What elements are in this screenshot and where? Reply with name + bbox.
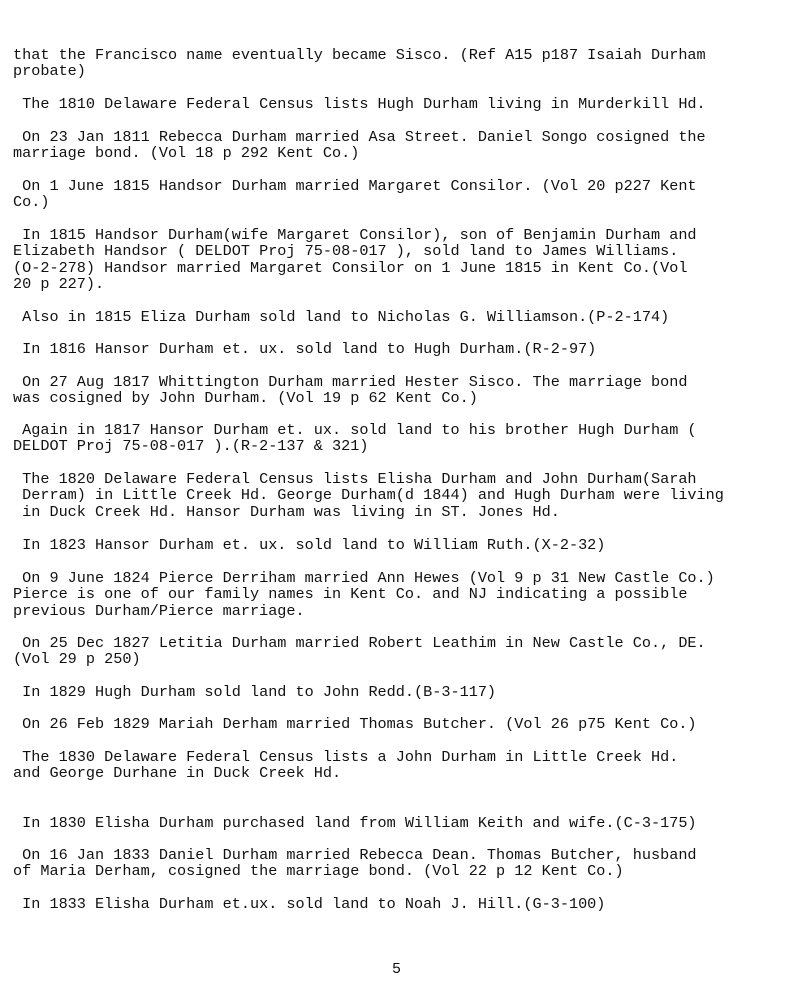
paragraph-1830-census: The 1830 Delaware Federal Census lists a John Durham in Little Creek Hd. and George Durhane in Duck Creek Hd. xyxy=(13,748,679,783)
paragraph-1817-land: Again in 1817 Hansor Durham et. ux. sold land to his brother Hugh Durham ( DELDOT Proj 75-08-017 ).(R-2-137 & 321) xyxy=(13,421,697,456)
paragraph-1810-census: The 1810 Delaware Federal Census lists Hugh Durham living in Murderkill Hd. xyxy=(13,95,706,113)
paragraph-1815-handsor-land: In 1815 Handsor Durham(wife Margaret Consilor), son of Benjamin Durham and Elizabeth Handsor ( DELDOT Proj 75-08-017 ), sold land to James Williams. (O-2-278) Handsor married Margaret Consilor on 1 June 1815 in Kent Co.(Vol 20 p 227). xyxy=(13,226,697,293)
page-number: 5 xyxy=(392,961,402,978)
paragraph-1833-marriage: On 16 Jan 1833 Daniel Durham married Rebecca Dean. Thomas Butcher, husband of Maria Derham, cosigned the marriage bond. (Vol 22 p 12 Kent Co.) xyxy=(13,846,697,881)
paragraph-1830-land: In 1830 Elisha Durham purchased land from William Keith and wife.(C-3-175) xyxy=(13,814,697,832)
paragraph-1815-marriage: On 1 June 1815 Handsor Durham married Margaret Consilor. (Vol 20 p227 Kent Co.) xyxy=(13,177,697,212)
paragraph-1824-marriage: On 9 June 1824 Pierce Derriham married Ann Hewes (Vol 9 p 31 New Castle Co.) Pierce is one of our family names in Kent Co. and NJ indicating a possible previous Durham/Pierce marriage. xyxy=(13,569,715,620)
paragraph-1833-land: In 1833 Elisha Durham et.ux. sold land to Noah J. Hill.(G-3-100) xyxy=(13,895,606,913)
paragraph-francisco-sisco: that the Francisco name eventually became Sisco. (Ref A15 p187 Isaiah Durham probate) xyxy=(13,46,706,81)
paragraph-1827-marriage: On 25 Dec 1827 Letitia Durham married Robert Leathim in New Castle Co., DE. (Vol 29 p 250) xyxy=(13,634,706,669)
paragraph-1823-land: In 1823 Hansor Durham et. ux. sold land to William Ruth.(X-2-32) xyxy=(13,536,606,554)
paragraph-1820-census: The 1820 Delaware Federal Census lists Elisha Durham and John Durham(Sarah Derram) in Little Creek Hd. George Durham(d 1844) and Hugh Durham were living in Duck Creek Hd. Hansor Durham was living in ST. Jones Hd. xyxy=(22,470,724,521)
paragraph-1829-marriage: On 26 Feb 1829 Mariah Derham married Thomas Butcher. (Vol 26 p75 Kent Co.) xyxy=(13,715,697,733)
paragraph-1817-marriage: On 27 Aug 1817 Whittington Durham married Hester Sisco. The marriage bond was cosigned by John Durham. (Vol 19 p 62 Kent Co.) xyxy=(13,373,688,408)
paragraph-1816-land: In 1816 Hansor Durham et. ux. sold land to Hugh Durham.(R-2-97) xyxy=(13,340,597,358)
paragraph-1811-marriage: On 23 Jan 1811 Rebecca Durham married Asa Street. Daniel Songo cosigned the marriage bond. (Vol 18 p 292 Kent Co.) xyxy=(13,128,706,163)
paragraph-1815-eliza-land: Also in 1815 Eliza Durham sold land to Nicholas G. Williamson.(P-2-174) xyxy=(13,308,670,326)
paragraph-1829-land: In 1829 Hugh Durham sold land to John Redd.(B-3-117) xyxy=(13,683,497,701)
